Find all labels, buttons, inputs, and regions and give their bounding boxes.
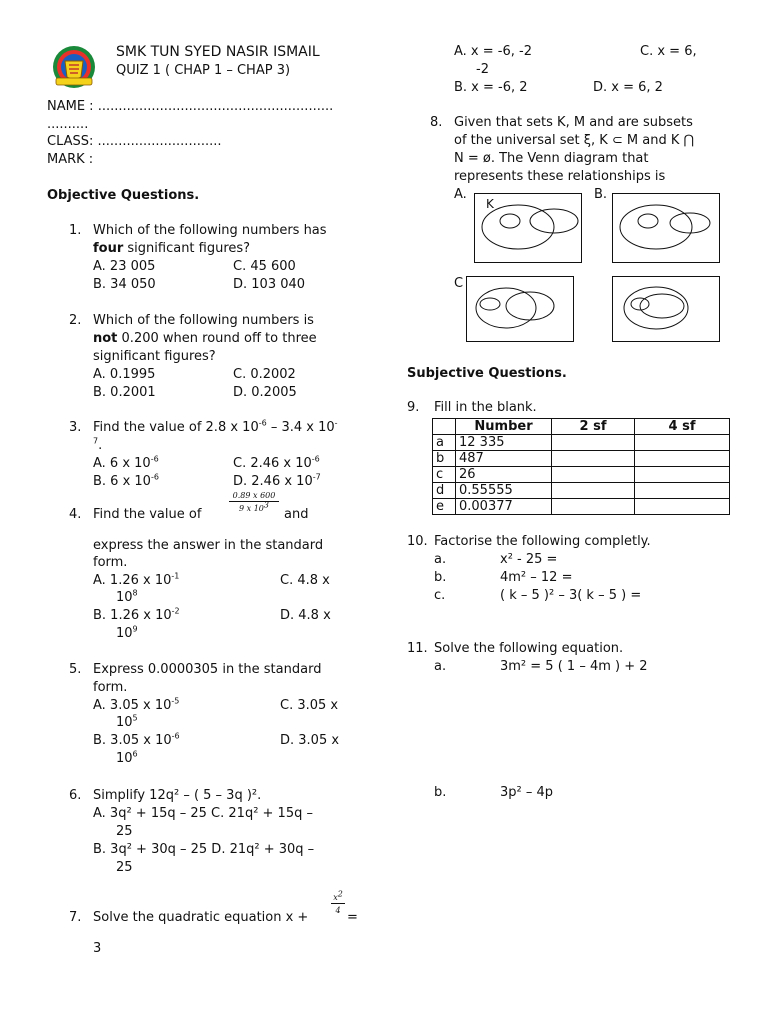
q3-option-a: A. 6 x $10^{-6}$ (93, 454, 159, 471)
q4-option-a-wrap: $10^8$ (116, 588, 138, 605)
row-number: 26 (456, 467, 552, 483)
q10-item-b-expression: 4m² – 12 = (500, 570, 573, 585)
q1-number: 1. (69, 223, 82, 238)
class-field: CLASS: .............................. (47, 134, 222, 149)
row-number: 0.55555 (456, 483, 552, 499)
answer-4sf-cell[interactable] (635, 435, 730, 451)
answer-4sf-cell[interactable] (635, 483, 730, 499)
venn-diagram-c (466, 276, 574, 342)
q7-text: Solve the quadratic equation x + (93, 910, 309, 925)
q11-item-b-label: b. (434, 785, 447, 800)
answer-2sf-cell[interactable] (552, 483, 635, 499)
q3-text-wrap: $^7$. (93, 436, 103, 453)
q10-item-a-label: a. (434, 552, 447, 567)
q3-option-d: D. 2.46 x $10^{-7}$ (233, 472, 321, 489)
answer-2sf-cell[interactable] (552, 467, 635, 483)
row-number: 0.00377 (456, 499, 552, 515)
venn-diagram-b (612, 193, 720, 263)
q5-text-line2: form. (93, 680, 128, 695)
q5-option-b-wrap: $10^6$ (116, 749, 138, 766)
subjective-heading: Subjective Questions. (407, 366, 567, 381)
q6-option-b-wrap: 25 (116, 860, 133, 875)
q4-text: Find the value of (93, 507, 202, 522)
q2-option-d: D. 0.2005 (233, 385, 297, 400)
row-letter: d (433, 483, 456, 499)
q3-option-c: C. 2.46 x $10^{-6}$ (233, 454, 320, 471)
q10-text: Factorise the following completly. (434, 534, 651, 549)
q5-number: 5. (69, 662, 82, 677)
q10-item-b-label: b. (434, 570, 447, 585)
q8-text: Given that sets K, M and are subsets (454, 115, 693, 130)
q8-label-c: C (454, 276, 464, 291)
q8-text-line4: represents these relationships is (454, 169, 666, 184)
q8-label-b: B. (594, 187, 608, 202)
q2-text: Which of the following numbers is (93, 313, 314, 328)
q4-text-line2: express the answer in the standard (93, 538, 324, 553)
q4-option-d: D. 4.8 x (280, 608, 331, 623)
mark-field: MARK : (47, 152, 94, 167)
answer-4sf-cell[interactable] (635, 499, 730, 515)
q6-option-a-wrap: 25 (116, 824, 133, 839)
answer-2sf-cell[interactable] (552, 435, 635, 451)
table-row (433, 451, 730, 467)
q7-number: 7. (69, 910, 82, 925)
q10-item-c-expression: ( k – 5 )² – 3( k – 5 ) = (500, 588, 642, 603)
q5-option-c: C. 3.05 x (280, 698, 339, 713)
q3-number: 3. (69, 420, 82, 435)
answer-4sf-cell[interactable] (635, 451, 730, 467)
q9-text: Fill in the blank. (434, 400, 537, 415)
q4-number: 4. (69, 507, 82, 522)
q7-option-c-wrap: -2 (476, 62, 489, 77)
q6-text: Simplify 12q² – ( 5 – 3q )². (93, 788, 262, 803)
q1-option-a: A. 23 005 (93, 259, 156, 274)
col-header-2sf: 2 sf (552, 419, 635, 435)
answer-2sf-cell[interactable] (552, 451, 635, 467)
q6-option-a-c: A. 3q² + 15q – 25 C. 21q² + 15q – (93, 806, 313, 821)
q2-number: 2. (69, 313, 82, 328)
col-header-number: Number (456, 419, 552, 435)
q2-text-line3: significant figures? (93, 349, 216, 364)
q3-option-b: B. 6 x $10^{-6}$ (93, 472, 159, 489)
q11-item-b-expression: 3p² – 4p (500, 785, 554, 800)
table-row (433, 483, 730, 499)
school-logo (50, 44, 98, 90)
q11-text: Solve the following equation. (434, 641, 624, 656)
row-number: 12 335 (456, 435, 552, 451)
q5-option-d: D. 3.05 x (280, 733, 340, 748)
q10-item-c-label: c. (434, 588, 446, 603)
row-letter: e (433, 499, 456, 515)
table-row (433, 499, 730, 515)
q2-option-a: A. 0.1995 (93, 367, 156, 382)
answer-4sf-cell[interactable] (635, 467, 730, 483)
q11-number: 11. (407, 641, 428, 656)
q1-option-b: B. 34 050 (93, 277, 156, 292)
table-header-row (433, 419, 730, 435)
q2-text-line2: not 0.200 when round off to three (93, 331, 317, 346)
q2-option-b: B. 0.2001 (93, 385, 156, 400)
q11-item-a-label: a. (434, 659, 447, 674)
col-header-4sf: 4 sf (635, 419, 730, 435)
q1-option-c: C. 45 600 (233, 259, 296, 274)
row-number: 487 (456, 451, 552, 467)
q5-text: Express 0.0000305 in the standard (93, 662, 322, 677)
venn-diagram-d (612, 276, 720, 342)
q5-option-b: B. 3.05 x $10^{-6}$ (93, 731, 180, 748)
q10-item-a-expression: x² - 25 = (500, 552, 558, 567)
venn-a-label-k: K (486, 197, 494, 211)
q1-text-line2: four significant figures? (93, 241, 251, 256)
q7-option-b: B. x = -6, 2 (454, 80, 528, 95)
q4-option-a: A. 1.26 x $10^{-1}$ (93, 571, 180, 588)
q6-number: 6. (69, 788, 82, 803)
q7-option-a: A. x = -6, -2 (454, 44, 532, 59)
row-letter: b (433, 451, 456, 467)
q5-option-a: A. 3.05 x $10^{-5}$ (93, 696, 180, 713)
quiz-title: QUIZ 1 ( CHAP 1 – CHAP 3) (116, 63, 291, 78)
name-field: NAME : ......................................................... (47, 99, 334, 114)
q6-option-b-d: B. 3q² + 30q – 25 D. 21q² + 30q – (93, 842, 315, 857)
q2-option-c: C. 0.2002 (233, 367, 296, 382)
q10-number: 10. (407, 534, 428, 549)
q8-number: 8. (430, 115, 443, 130)
q7-option-d: D. x = 6, 2 (593, 80, 663, 95)
q7-text-equals: = (347, 910, 358, 925)
col-header-letter (433, 419, 456, 435)
q1-text: Which of the following numbers has (93, 223, 327, 238)
sf-table (432, 418, 730, 515)
q9-number: 9. (407, 400, 420, 415)
q4-option-b-wrap: $10^9$ (116, 624, 138, 641)
q8-label-a: A. (454, 187, 467, 202)
q4-option-b: B. 1.26 x $10^{-2}$ (93, 606, 180, 623)
q7-option-c: C. x = 6, (640, 44, 697, 59)
school-name: SMK TUN SYED NASIR ISMAIL (116, 44, 320, 60)
q4-option-c: C. 4.8 x (280, 573, 330, 588)
q11-item-a-expression: 3m² = 5 ( 1 – 4m ) + 2 (500, 659, 648, 674)
q5-option-a-wrap: $10^5$ (116, 713, 138, 730)
table-row (433, 435, 730, 451)
answer-2sf-cell[interactable] (552, 499, 635, 515)
name-field-continued: .......... (47, 117, 89, 132)
q8-text-line3: N = ø. The Venn diagram that (454, 151, 649, 166)
table-row (433, 467, 730, 483)
row-letter: c (433, 467, 456, 483)
objective-heading: Objective Questions. (47, 188, 200, 203)
q7-fraction: $\frac{x^2}{4}$ (331, 893, 345, 915)
q7-text-wrap: 3 (93, 941, 102, 956)
q4-fraction: $\frac{0.89 x 600}{9 x 10^3}$ (229, 491, 279, 513)
q4-text-and: and (284, 507, 309, 522)
q1-option-d: D. 103 040 (233, 277, 306, 292)
q3-text: Find the value of 2.8 x $10^{-6} - 3.4$ x 10- (93, 419, 338, 435)
q4-text-line3: form. (93, 555, 128, 570)
q8-text-line2: of the universal set ξ, K ⊂ M and K ⋂ (454, 133, 695, 148)
row-letter: a (433, 435, 456, 451)
